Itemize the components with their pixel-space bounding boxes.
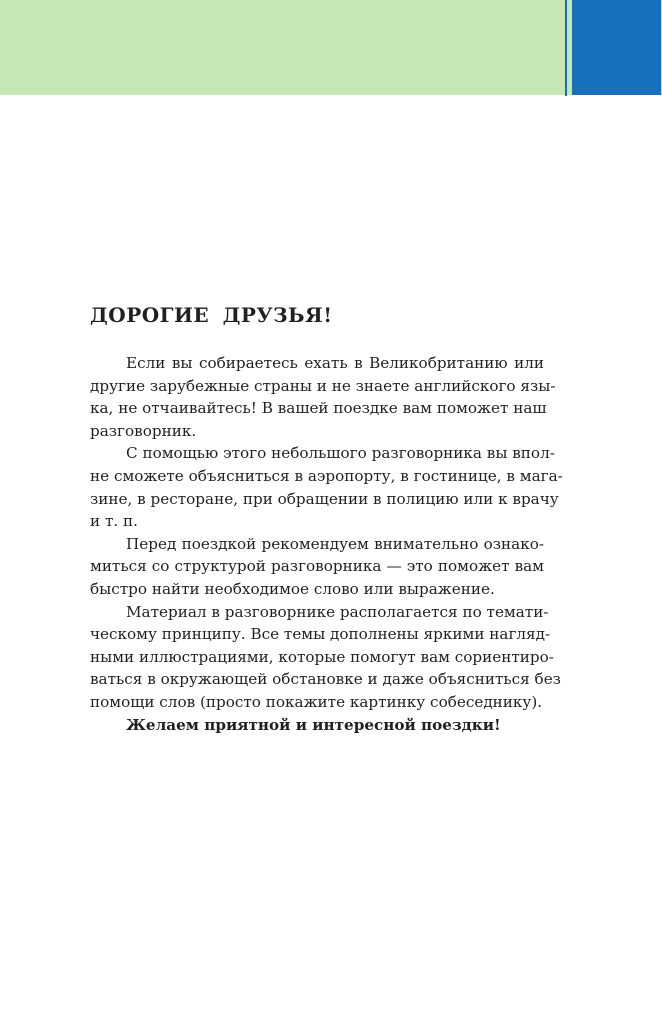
paragraph-3 bbox=[90, 533, 544, 601]
paragraph-1 bbox=[90, 352, 556, 442]
text-line: зине, в ресторане, при обращении в полицию или к врачу bbox=[90, 489, 559, 508]
page-title: ДОРОГИЕ ДРУЗЬЯ! bbox=[90, 303, 333, 327]
text-line: другие зарубежные страны и не знаете английского язы- bbox=[90, 376, 556, 395]
header-green-band bbox=[0, 0, 662, 95]
text-line: помощи слов (просто покажите картинку собеседнику). bbox=[90, 692, 543, 711]
text-line: Желаем приятной и интересной поездки! bbox=[126, 715, 501, 734]
paragraph-4 bbox=[90, 601, 561, 714]
text-line: Материал в разговорнике располагается по темати- bbox=[126, 602, 549, 621]
text-line: ваться в окружающей обстановке и даже объясниться без bbox=[90, 670, 561, 689]
text-line: ка, не отчаивайтесь! В вашей поездке вам поможет наш bbox=[90, 399, 547, 418]
text-line: и т. п. bbox=[90, 512, 138, 531]
intro-text bbox=[90, 352, 563, 736]
header-blue-block bbox=[572, 0, 661, 95]
text-line: Перед поездкой рекомендуем внимательно ознако- bbox=[126, 534, 544, 553]
text-line: Если вы собираетесь ехать в Великобританию или bbox=[126, 354, 544, 372]
text-line: ными иллюстрациями, которые помогут вам сориентиро- bbox=[90, 647, 554, 666]
text-line: быстро найти необходимое слово или выражение. bbox=[90, 579, 495, 598]
text-line: не сможете объясниться в аэропорту, в гостинице, в мага- bbox=[90, 466, 563, 485]
text-line: ческому принципу. Все темы дополнены яркими нагляд- bbox=[90, 625, 551, 644]
text-line: разговорник. bbox=[90, 421, 197, 440]
header-blue-stripe bbox=[565, 0, 567, 96]
text-line: миться со структурой разговорника — это поможет вам bbox=[90, 557, 544, 576]
closing-wish bbox=[90, 714, 544, 737]
paragraph-2 bbox=[90, 442, 563, 532]
text-line: С помощью этого небольшого разговорника вы впол- bbox=[126, 444, 555, 463]
